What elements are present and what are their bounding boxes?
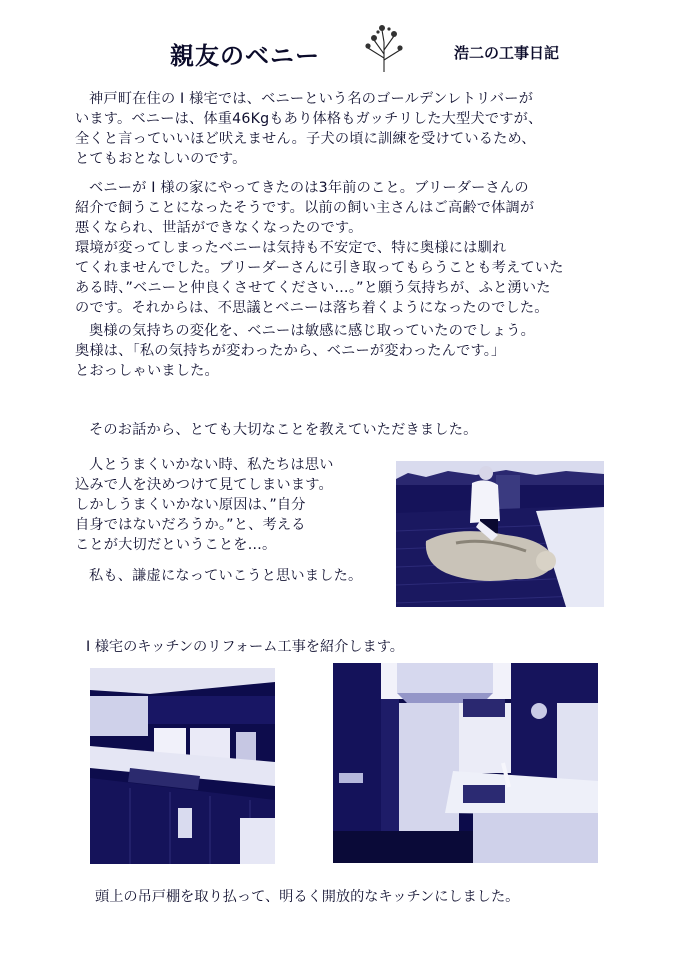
paragraph-1: 神戸町在住の I 様宅では、ベニーという名のゴールデンレトリバーが います。ベニーは、体重46Kgもあり体格もガッチリした大型犬ですが、 全くと言っていいほど吠えません。子犬の頃に訓練を受けているため、 とてもおとなしいのです。 xyxy=(75,91,543,167)
photo-kitchen-window xyxy=(333,663,598,863)
paragraph-3: 奥様の気持ちの変化を、ベニーは敏感に感じ取っていたのでしょう。 奥様は、「私の気持ちが変わったから、ベニーが変わったんです。」 とおっしゃいました。 xyxy=(75,323,536,379)
paragraph-6: 私も、謙虚になっていこうと思いました。 xyxy=(89,568,363,584)
paragraph-2: ベニーが I 様の家にやってきたのは3年前のこと。ブリーダーさんの 紹介で飼うことになったそうです。以前の飼い主さんはご高齢で体調が 悪くなられ、世話ができなくなったのです。 環境が変ってしまったベニーは気持も不安定で、特に奥様には馴れ てくれませんでした。ブリーダーさんに引き取ってもらうことも考えていた ある時、”ベニーと仲良くさせてください…。”と願う気持ちが、ふと湧いた のです。それからは、不思議とベニーは落ち着くようになったのでした。 xyxy=(75,180,564,316)
kitchen-intro-text: I 様宅のキッチンのリフォーム工事を紹介します。 xyxy=(86,639,404,655)
photo-kitchen-counter xyxy=(90,668,275,864)
page-title: 親友のベニー xyxy=(170,42,320,70)
kitchen-caption: 頭上の吊戸棚を取り払って、明るく開放的なキッチンにしました。 xyxy=(95,889,520,905)
photo-man-with-dog xyxy=(396,461,604,607)
page-subtitle: 浩二の工事日記 xyxy=(454,44,560,62)
flower-illustration-icon xyxy=(360,20,408,74)
paragraph-4: そのお話から、とても大切なことを教えていただきました。 xyxy=(89,422,478,438)
paragraph-5: 人とうまくいかない時、私たちは思い 込みで人を決めつけて見てしまいます。 しかしうまくいかない原因は、”自分 自身ではないだろうか。”と、考える ことが大切だということを…。 xyxy=(75,457,334,553)
